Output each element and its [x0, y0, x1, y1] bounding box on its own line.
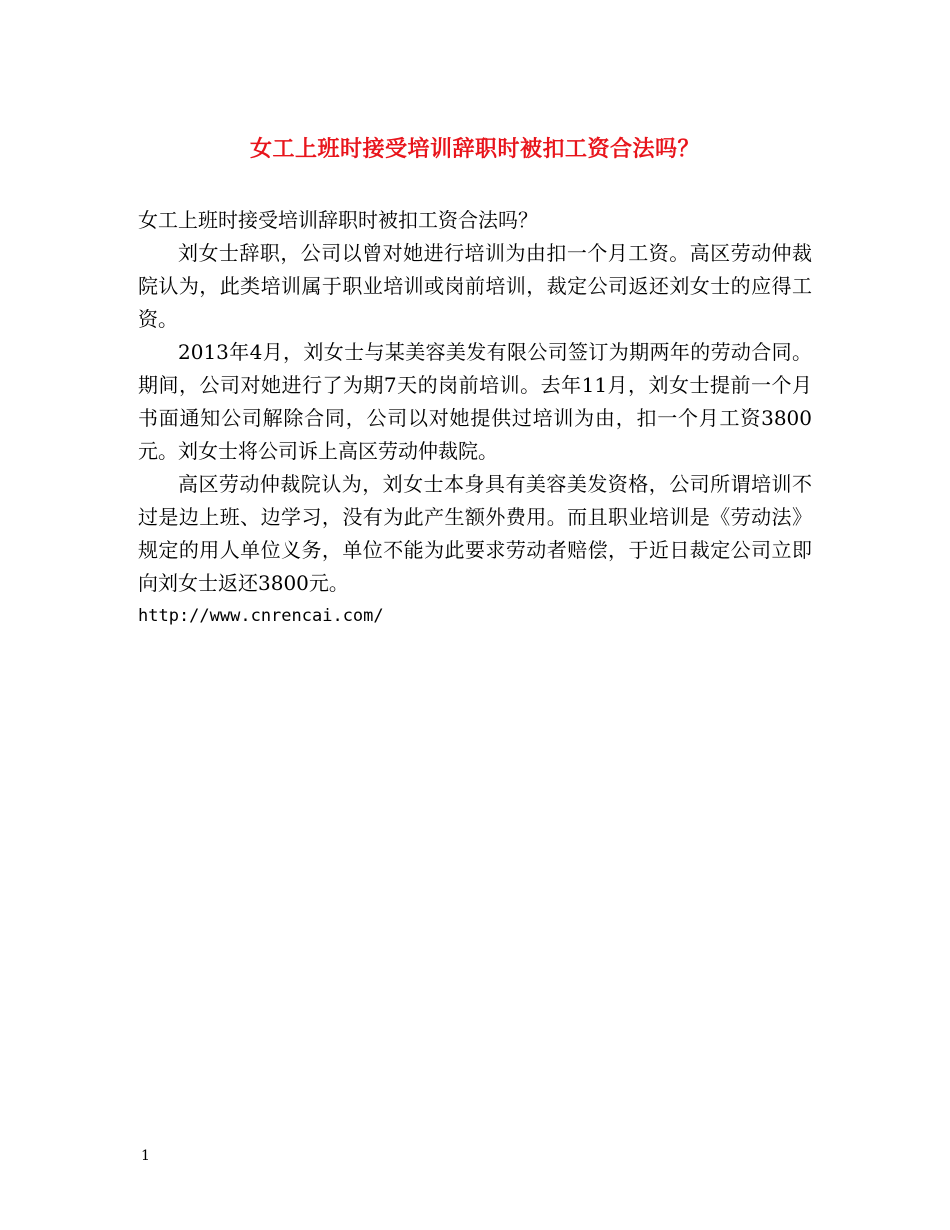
document-body	[138, 204, 812, 633]
subtitle-line: 女工上班时接受培训辞职时被扣工资合法吗？	[138, 208, 538, 232]
paragraph-1: 刘女士辞职，公司以曾对她进行培训为由扣一个月工资。高区劳动仲裁院认为，此类培训属于职业培训或岗前培训，裁定公司返还刘女士的应得工资。	[138, 241, 812, 331]
paragraph-2: 2013年4月，刘女士与某美容美发有限公司签订为期两年的劳动合同。期间，公司对她进行了为期7天的岗前培训。去年11月，刘女士提前一个月书面通知公司解除合同，公司以对她提供过培训为由，扣一个月工资3800元。刘女士将公司诉上高区劳动仲裁院。	[138, 340, 812, 463]
document-title: 女工上班时接受培训辞职时被扣工资合法吗？	[249, 136, 700, 162]
source-url: http://www.cnrencai.com/	[138, 606, 384, 626]
paragraph-3: 高区劳动仲裁院认为，刘女士本身具有美容美发资格，公司所谓培训不过是边上班、边学习，没有为此产生额外费用。而且职业培训是《劳动法》规定的用人单位义务，单位不能为此要求劳动者赔偿，于近日裁定公司立即向刘女士返还3800元。	[138, 472, 812, 595]
page-number: 1	[141, 1148, 150, 1164]
